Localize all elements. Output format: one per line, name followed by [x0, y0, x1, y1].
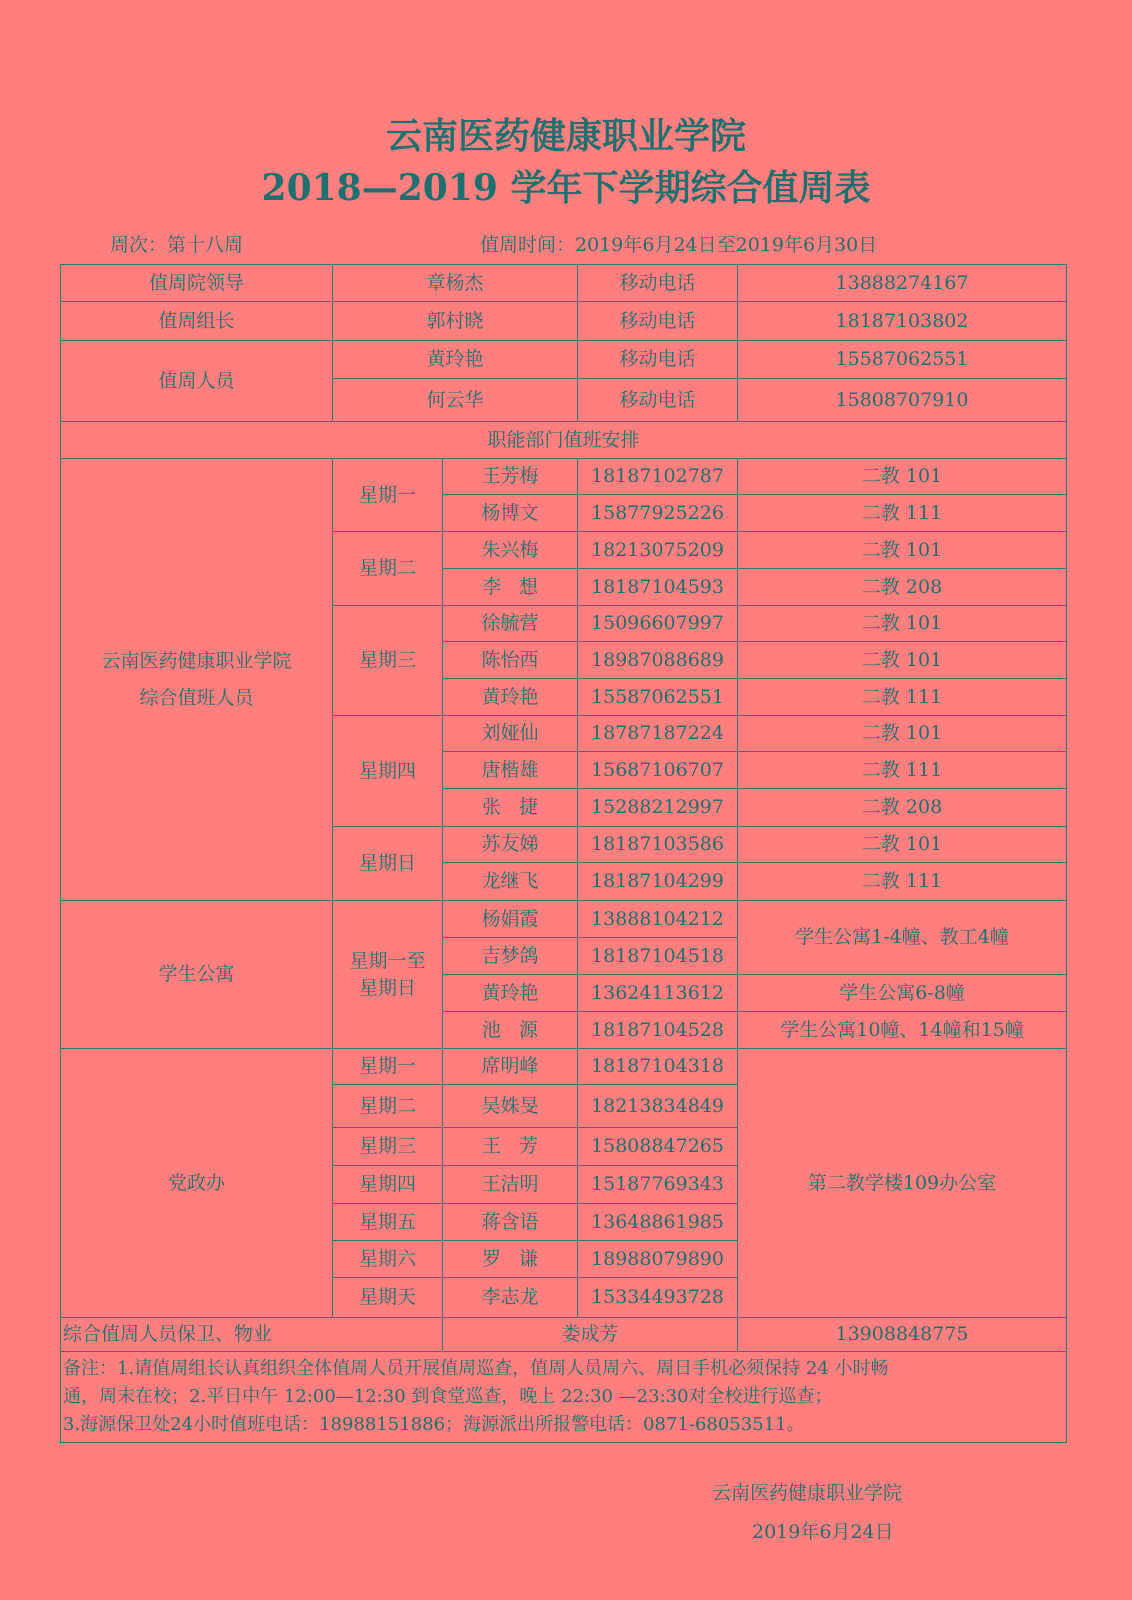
security-label: 综合值周人员保卫、物业	[61, 1318, 443, 1352]
day-cell: 星期三	[333, 606, 443, 716]
person-room: 二教 111	[738, 863, 1067, 901]
footer-org: 云南医药健康职业学院	[712, 1482, 903, 1504]
document-subtitle: 2018—2019 学年下学期综合值周表	[261, 167, 871, 209]
person-room: 二教 101	[738, 642, 1067, 679]
office-room: 第二教学楼109办公室	[738, 1049, 1067, 1318]
person-name: 龙继飞	[443, 863, 578, 901]
person-phone: 15808847265	[578, 1128, 738, 1166]
mobile-label: 移动电话	[578, 341, 738, 379]
office-label: 党政办	[61, 1049, 333, 1318]
person-name: 唐楷雄	[443, 752, 578, 789]
duty-schedule-table	[60, 264, 1067, 1443]
person-name: 蒋含语	[443, 1204, 578, 1241]
dorm-area: 学生公寓6-8幢	[738, 975, 1067, 1012]
person-name: 朱兴梅	[443, 532, 578, 569]
dorm-area: 学生公寓1-4幢、教工4幢	[738, 901, 1067, 975]
day-cell: 星期一	[333, 1049, 443, 1085]
person-name: 李志龙	[443, 1278, 578, 1318]
person-name: 池 源	[443, 1012, 578, 1049]
college-group-label	[61, 459, 333, 901]
day-cell: 星期五	[333, 1204, 443, 1241]
person-name: 席明峰	[443, 1049, 578, 1085]
week-number: 周次：第十八周	[110, 234, 244, 256]
mobile-label: 移动电话	[578, 265, 738, 302]
person-name: 刘娅仙	[443, 716, 578, 752]
person-name: 杨博文	[443, 495, 578, 532]
chief-label: 值周组长	[61, 302, 333, 341]
person-room: 二教 101	[738, 459, 1067, 495]
security-name: 娄成芳	[443, 1318, 738, 1352]
leader-label: 值周院领导	[61, 265, 333, 302]
person-room: 二教 111	[738, 679, 1067, 716]
person-room: 二教 208	[738, 789, 1067, 827]
person-phone: 13624113612	[578, 975, 738, 1012]
dorm-label: 学生公寓	[61, 901, 333, 1049]
person-phone: 15096607997	[578, 606, 738, 642]
day-cell: 星期一	[333, 459, 443, 532]
person-phone: 18787187224	[578, 716, 738, 752]
day-cell: 星期二	[333, 1085, 443, 1128]
person-name: 王 芳	[443, 1128, 578, 1166]
note-line: 备注：1.请值周组长认真组织全体值周人员开展值周巡查，值周人员周六、周日手机必须保持 24 小时畅	[63, 1358, 889, 1379]
staff-name: 黄玲艳	[333, 341, 578, 379]
person-phone: 18213834849	[578, 1085, 738, 1128]
staff-phone: 15587062551	[738, 341, 1067, 379]
person-phone: 18187102787	[578, 459, 738, 495]
person-name: 苏友娣	[443, 827, 578, 863]
person-phone: 15334493728	[578, 1278, 738, 1318]
person-phone: 18187104528	[578, 1012, 738, 1049]
day-cell: 星期四	[333, 716, 443, 827]
person-room: 二教 208	[738, 569, 1067, 606]
dept-section-header: 职能部门值班安排	[61, 422, 1067, 459]
document-title: 云南医药健康职业学院	[385, 115, 746, 157]
day-cell: 星期三	[333, 1128, 443, 1166]
person-phone: 15687106707	[578, 752, 738, 789]
person-name: 吉梦鸽	[443, 938, 578, 975]
person-room: 二教 111	[738, 495, 1067, 532]
person-phone: 18187104518	[578, 938, 738, 975]
staff-name: 何云华	[333, 379, 578, 422]
leader-name: 章杨杰	[333, 265, 578, 302]
day-cell: 星期六	[333, 1241, 443, 1278]
person-phone: 15187769343	[578, 1166, 738, 1204]
person-phone: 18187104593	[578, 569, 738, 606]
college-label-line1: 云南医药健康职业学院	[101, 649, 292, 672]
mobile-label: 移动电话	[578, 379, 738, 422]
day-cell: 星期二	[333, 532, 443, 606]
person-phone: 13648861985	[578, 1204, 738, 1241]
person-room: 二教 101	[738, 606, 1067, 642]
person-name: 吴姝旻	[443, 1085, 578, 1128]
notes	[61, 1352, 1067, 1443]
chief-name: 郭村晓	[333, 302, 578, 341]
person-phone: 18213075209	[578, 532, 738, 569]
day-cell: 星期四	[333, 1166, 443, 1204]
person-phone: 18187103586	[578, 827, 738, 863]
footer-date: 2019年6月24日	[752, 1521, 894, 1543]
person-phone: 18187104299	[578, 863, 738, 901]
person-name: 罗 谦	[443, 1241, 578, 1278]
dorm-day-end: 星期日	[358, 976, 416, 999]
person-phone: 15288212997	[578, 789, 738, 827]
person-room: 二教 101	[738, 532, 1067, 569]
person-room: 二教 111	[738, 752, 1067, 789]
staff-phone: 15808707910	[738, 379, 1067, 422]
leader-phone: 13888274167	[738, 265, 1067, 302]
note-line: 3.海源保卫处24小时值班电话：18988151886；海源派出所报警电话：0871-68053511。	[63, 1413, 805, 1435]
person-room: 二教 101	[738, 716, 1067, 752]
person-name: 黄玲艳	[443, 679, 578, 716]
person-name: 徐毓营	[443, 606, 578, 642]
day-cell: 星期日	[333, 827, 443, 901]
person-phone: 18987088689	[578, 642, 738, 679]
note-line: 通，周末在校；2.平日中午 12:00—12:30 到食堂巡查，晚上 22:30 —23:30对全校进行巡查；	[63, 1385, 833, 1407]
person-name: 陈怡西	[443, 642, 578, 679]
person-phone: 15877925226	[578, 495, 738, 532]
person-phone: 18988079890	[578, 1241, 738, 1278]
person-room: 二教 101	[738, 827, 1067, 863]
person-phone: 13888104212	[578, 901, 738, 938]
day-cell: 星期天	[333, 1278, 443, 1318]
dorm-day-range	[333, 901, 443, 1049]
person-name: 王芳梅	[443, 459, 578, 495]
person-phone: 15587062551	[578, 679, 738, 716]
person-name: 王洁明	[443, 1166, 578, 1204]
college-label-line2: 综合值班人员	[139, 686, 254, 709]
person-name: 黄玲艳	[443, 975, 578, 1012]
dorm-day-start: 星期一至	[349, 949, 426, 972]
duty-period: 值周时间：2019年6月24日至2019年6月30日	[480, 234, 878, 256]
person-name: 杨娟霞	[443, 901, 578, 938]
person-name: 李 想	[443, 569, 578, 606]
staff-label: 值周人员	[61, 341, 333, 422]
chief-phone: 18187103802	[738, 302, 1067, 341]
mobile-label: 移动电话	[578, 302, 738, 341]
person-phone: 18187104318	[578, 1049, 738, 1085]
person-name: 张 捷	[443, 789, 578, 827]
security-phone: 13908848775	[738, 1318, 1067, 1352]
dorm-area: 学生公寓10幢、14幢和15幢	[738, 1012, 1067, 1049]
